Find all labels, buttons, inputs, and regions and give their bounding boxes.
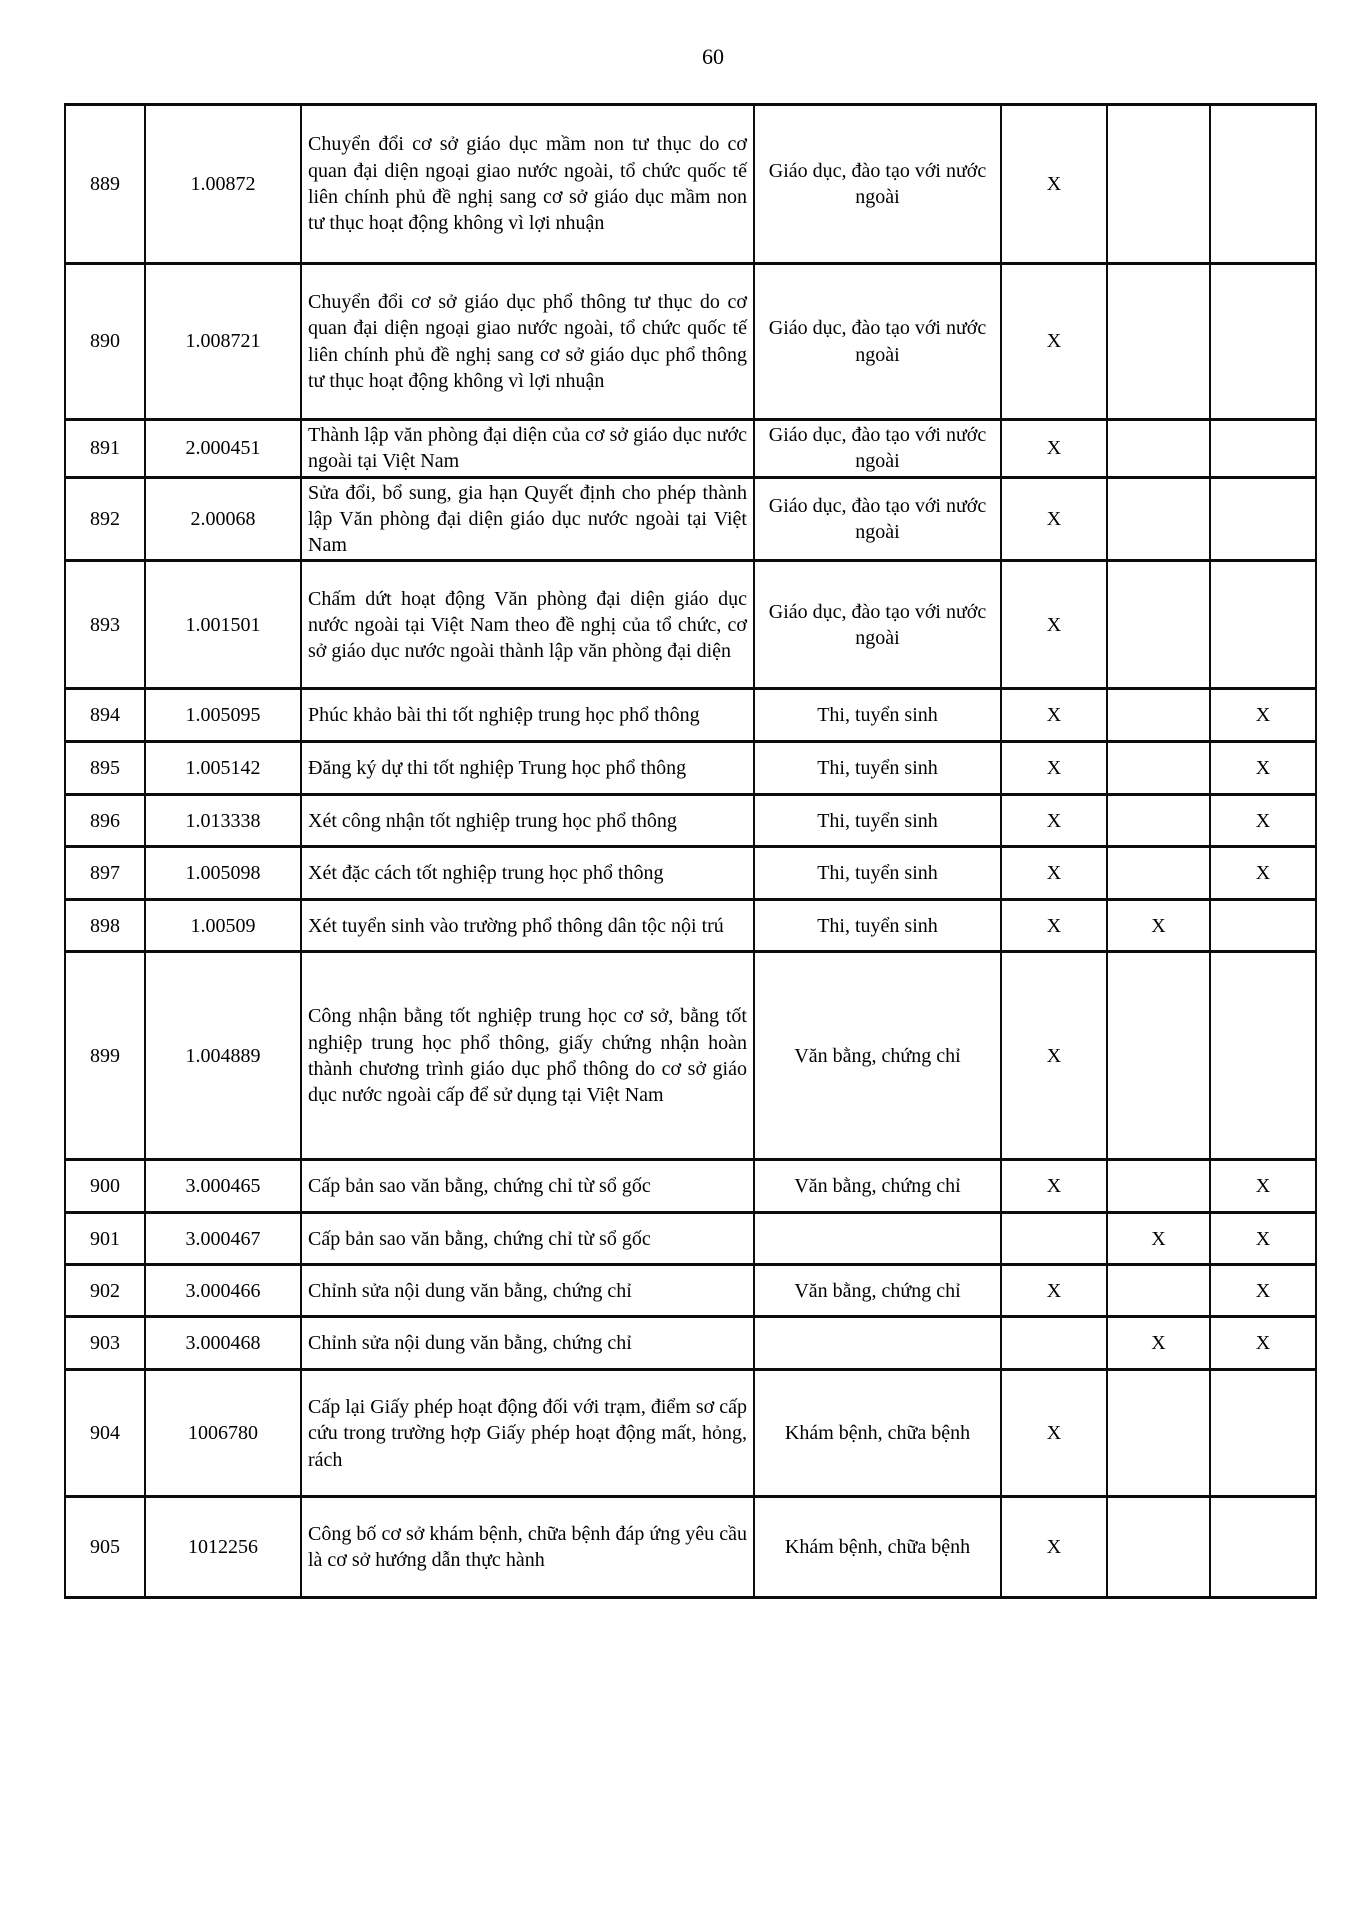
mark-cell-2 — [1107, 742, 1210, 795]
mark-cell-2 — [1107, 1265, 1210, 1317]
procedure-name-cell: Chuyển đổi cơ sở giáo dục phổ thông tư thục do cơ quan đại diện ngoại giao nước ngoài, tổ chức quốc tế liên chính phủ đề nghị sang cơ sở giáo dục phổ thông tư thục hoạt động không vì lợi nhuận — [301, 264, 754, 420]
table-row — [65, 477, 1316, 561]
procedure-name-cell: Cấp bản sao văn bằng, chứng chỉ từ sổ gốc — [301, 1213, 754, 1265]
mark-cell-1: X — [1001, 477, 1107, 561]
mark-cell-2 — [1107, 477, 1210, 561]
procedure-field-cell: Giáo dục, đào tạo với nước ngoài — [754, 561, 1001, 689]
procedure-code-cell: 1.004889 — [145, 952, 301, 1160]
procedure-code-cell: 1.005098 — [145, 847, 301, 900]
procedure-field-cell: Khám bệnh, chữa bệnh — [754, 1370, 1001, 1497]
procedure-field-cell: Thi, tuyển sinh — [754, 689, 1001, 742]
table-row — [65, 952, 1316, 1160]
row-number-cell: 905 — [65, 1497, 145, 1598]
mark-cell-2 — [1107, 420, 1210, 478]
row-number-cell: 893 — [65, 561, 145, 689]
mark-cell-1: X — [1001, 1497, 1107, 1598]
procedure-name-cell: Cấp bản sao văn bằng, chứng chỉ từ sổ gốc — [301, 1160, 754, 1213]
mark-cell-2 — [1107, 1497, 1210, 1598]
mark-cell-2 — [1107, 1370, 1210, 1497]
procedure-code-cell: 1.013338 — [145, 795, 301, 847]
procedure-name-cell: Chỉnh sửa nội dung văn bằng, chứng chỉ — [301, 1317, 754, 1370]
mark-cell-2 — [1107, 105, 1210, 264]
row-number-cell: 891 — [65, 420, 145, 478]
procedure-field-cell: Thi, tuyển sinh — [754, 900, 1001, 952]
procedure-field-cell: Giáo dục, đào tạo với nước ngoài — [754, 264, 1001, 420]
procedure-name-cell: Chuyển đổi cơ sở giáo dục mầm non tư thục do cơ quan đại diện ngoại giao nước ngoài, tổ chức quốc tế liên chính phủ đề nghị sang cơ sở giáo dục mầm non tư thục hoạt động không vì lợi nhuận — [301, 105, 754, 264]
table-row — [65, 689, 1316, 742]
procedure-code-cell: 1006780 — [145, 1370, 301, 1497]
table-row — [65, 1265, 1316, 1317]
row-number-cell: 902 — [65, 1265, 145, 1317]
procedure-field-cell: Thi, tuyển sinh — [754, 795, 1001, 847]
mark-cell-3 — [1210, 477, 1316, 561]
row-number-cell: 904 — [65, 1370, 145, 1497]
mark-cell-3: X — [1210, 1317, 1316, 1370]
mark-cell-1: X — [1001, 900, 1107, 952]
procedure-name-cell: Xét công nhận tốt nghiệp trung học phổ thông — [301, 795, 754, 847]
page-number: 60 — [702, 44, 724, 69]
procedure-field-cell: Thi, tuyển sinh — [754, 742, 1001, 795]
mark-cell-2 — [1107, 264, 1210, 420]
procedures-table-body — [65, 105, 1316, 1598]
procedure-code-cell: 3.000467 — [145, 1213, 301, 1265]
row-number-cell: 892 — [65, 477, 145, 561]
procedure-name-cell: Sửa đổi, bổ sung, gia hạn Quyết định cho phép thành lập Văn phòng đại diện giáo dục nước ngoài tại Việt Nam — [301, 477, 754, 561]
mark-cell-2 — [1107, 847, 1210, 900]
table-row — [65, 1370, 1316, 1497]
table-row — [65, 105, 1316, 264]
mark-cell-1: X — [1001, 1370, 1107, 1497]
procedure-code-cell: 2.00068 — [145, 477, 301, 561]
procedure-name-cell: Thành lập văn phòng đại diện của cơ sở giáo dục nước ngoài tại Việt Nam — [301, 420, 754, 478]
row-number-cell: 900 — [65, 1160, 145, 1213]
table-row — [65, 420, 1316, 478]
procedure-code-cell: 1.005095 — [145, 689, 301, 742]
procedure-field-cell: Giáo dục, đào tạo với nước ngoài — [754, 105, 1001, 264]
mark-cell-1: X — [1001, 952, 1107, 1160]
mark-cell-2: X — [1107, 1317, 1210, 1370]
procedure-code-cell: 1.005142 — [145, 742, 301, 795]
mark-cell-3: X — [1210, 795, 1316, 847]
row-number-cell: 901 — [65, 1213, 145, 1265]
procedures-table — [64, 103, 1317, 1599]
procedure-field-cell: Thi, tuyển sinh — [754, 847, 1001, 900]
procedure-code-cell: 3.000466 — [145, 1265, 301, 1317]
table-row — [65, 1213, 1316, 1265]
mark-cell-1: X — [1001, 689, 1107, 742]
mark-cell-1 — [1001, 1317, 1107, 1370]
table-row — [65, 1160, 1316, 1213]
mark-cell-3: X — [1210, 847, 1316, 900]
mark-cell-3 — [1210, 105, 1316, 264]
mark-cell-3 — [1210, 900, 1316, 952]
table-row — [65, 900, 1316, 952]
mark-cell-3: X — [1210, 1213, 1316, 1265]
mark-cell-3: X — [1210, 742, 1316, 795]
mark-cell-2: X — [1107, 1213, 1210, 1265]
mark-cell-3 — [1210, 420, 1316, 478]
procedure-name-cell: Chấm dứt hoạt động Văn phòng đại diện giáo dục nước ngoài tại Việt Nam theo đề nghị của tổ chức, cơ sở giáo dục nước ngoài thành lập văn phòng đại diện — [301, 561, 754, 689]
procedure-name-cell: Công nhận bằng tốt nghiệp trung học cơ sở, bằng tốt nghiệp trung học phổ thông, giấy chứng nhận hoàn thành chương trình giáo dục phổ thông do cơ sở giáo dục nước ngoài cấp để sử dụng tại Việt Nam — [301, 952, 754, 1160]
mark-cell-2: X — [1107, 900, 1210, 952]
row-number-cell: 890 — [65, 264, 145, 420]
mark-cell-1: X — [1001, 795, 1107, 847]
procedure-name-cell: Chỉnh sửa nội dung văn bằng, chứng chỉ — [301, 1265, 754, 1317]
procedure-name-cell: Phúc khảo bài thi tốt nghiệp trung học phổ thông — [301, 689, 754, 742]
procedure-name-cell: Xét tuyển sinh vào trường phổ thông dân tộc nội trú — [301, 900, 754, 952]
procedure-code-cell: 1.00509 — [145, 900, 301, 952]
procedure-code-cell: 1.008721 — [145, 264, 301, 420]
mark-cell-2 — [1107, 952, 1210, 1160]
procedure-field-cell: Văn bằng, chứng chỉ — [754, 952, 1001, 1160]
procedure-field-cell — [754, 1213, 1001, 1265]
mark-cell-2 — [1107, 689, 1210, 742]
table-row — [65, 561, 1316, 689]
row-number-cell: 896 — [65, 795, 145, 847]
row-number-cell: 894 — [65, 689, 145, 742]
mark-cell-2 — [1107, 1160, 1210, 1213]
procedure-name-cell: Công bố cơ sở khám bệnh, chữa bệnh đáp ứng yêu cầu là cơ sở hướng dẫn thực hành — [301, 1497, 754, 1598]
table-row — [65, 795, 1316, 847]
procedure-field-cell: Văn bằng, chứng chỉ — [754, 1265, 1001, 1317]
mark-cell-1: X — [1001, 561, 1107, 689]
mark-cell-1: X — [1001, 420, 1107, 478]
procedure-code-cell: 3.000465 — [145, 1160, 301, 1213]
mark-cell-3 — [1210, 952, 1316, 1160]
mark-cell-3 — [1210, 264, 1316, 420]
mark-cell-3: X — [1210, 1265, 1316, 1317]
row-number-cell: 898 — [65, 900, 145, 952]
procedure-code-cell: 1.00872 — [145, 105, 301, 264]
row-number-cell: 889 — [65, 105, 145, 264]
row-number-cell: 899 — [65, 952, 145, 1160]
row-number-cell: 903 — [65, 1317, 145, 1370]
mark-cell-1: X — [1001, 1160, 1107, 1213]
mark-cell-1 — [1001, 1213, 1107, 1265]
mark-cell-1: X — [1001, 742, 1107, 795]
row-number-cell: 895 — [65, 742, 145, 795]
table-row — [65, 742, 1316, 795]
procedure-field-cell: Khám bệnh, chữa bệnh — [754, 1497, 1001, 1598]
table-row — [65, 847, 1316, 900]
mark-cell-3 — [1210, 1497, 1316, 1598]
procedure-field-cell — [754, 1317, 1001, 1370]
mark-cell-1: X — [1001, 264, 1107, 420]
mark-cell-2 — [1107, 561, 1210, 689]
procedure-field-cell: Văn bằng, chứng chỉ — [754, 1160, 1001, 1213]
table-row — [65, 1497, 1316, 1598]
mark-cell-2 — [1107, 795, 1210, 847]
procedure-code-cell: 1012256 — [145, 1497, 301, 1598]
mark-cell-1: X — [1001, 1265, 1107, 1317]
mark-cell-3 — [1210, 1370, 1316, 1497]
procedure-code-cell: 2.000451 — [145, 420, 301, 478]
mark-cell-3 — [1210, 561, 1316, 689]
row-number-cell: 897 — [65, 847, 145, 900]
table-row — [65, 264, 1316, 420]
mark-cell-1: X — [1001, 847, 1107, 900]
mark-cell-3: X — [1210, 689, 1316, 742]
table-row — [65, 1317, 1316, 1370]
procedure-code-cell: 3.000468 — [145, 1317, 301, 1370]
procedure-code-cell: 1.001501 — [145, 561, 301, 689]
mark-cell-3: X — [1210, 1160, 1316, 1213]
procedure-name-cell: Đăng ký dự thi tốt nghiệp Trung học phổ thông — [301, 742, 754, 795]
procedure-field-cell: Giáo dục, đào tạo với nước ngoài — [754, 420, 1001, 478]
mark-cell-1: X — [1001, 105, 1107, 264]
procedure-name-cell: Xét đặc cách tốt nghiệp trung học phổ thông — [301, 847, 754, 900]
procedure-field-cell: Giáo dục, đào tạo với nước ngoài — [754, 477, 1001, 561]
procedure-name-cell: Cấp lại Giấy phép hoạt động đối với trạm, điểm sơ cấp cứu trong trường hợp Giấy phép hoạt động mất, hỏng, rách — [301, 1370, 754, 1497]
